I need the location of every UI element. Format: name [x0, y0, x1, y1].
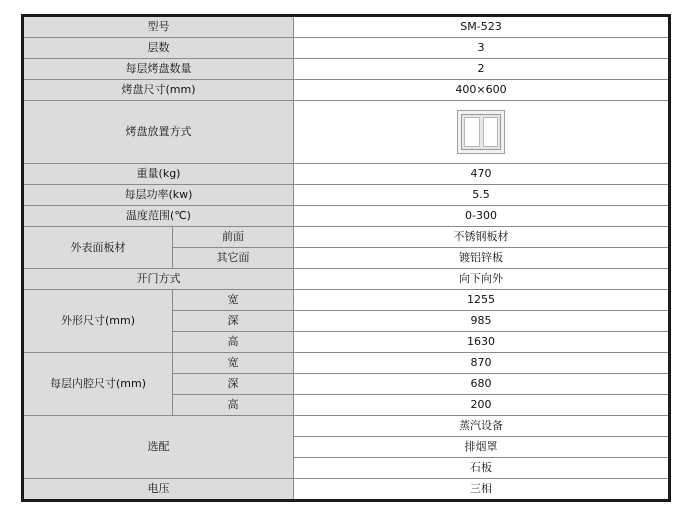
- row-layers: [23, 38, 670, 59]
- trays-per-layer-label: 每层烤盘数量: [23, 59, 294, 80]
- inner-depth-value: 680: [294, 374, 670, 395]
- layers-value: 3: [294, 38, 670, 59]
- power-value: 5.5: [294, 185, 670, 206]
- inner-width-value: 870: [294, 353, 670, 374]
- voltage-label: 电压: [23, 479, 294, 501]
- options-label: 选配: [23, 416, 294, 479]
- row-tray-size: [23, 80, 670, 101]
- door-opening-value: 向下向外: [294, 269, 670, 290]
- inner-height-value: 200: [294, 395, 670, 416]
- surface-other-value: 镀铝锌板: [294, 248, 670, 269]
- option-item: 排烟罩: [294, 437, 670, 458]
- outer-width-label: 宽: [173, 290, 294, 311]
- temp-range-label: 温度范围(℃): [23, 206, 294, 227]
- option-item: 蒸汽设备: [294, 416, 670, 437]
- row-door-opening: [23, 269, 670, 290]
- outer-height-label: 高: [173, 332, 294, 353]
- inner-dims-label: 每层内腔尺寸(mm): [23, 353, 173, 416]
- row-outer-width: [23, 290, 670, 311]
- row-temp-range: [23, 206, 670, 227]
- model-label: 型号: [23, 16, 294, 38]
- inner-width-label: 宽: [173, 353, 294, 374]
- row-trays-per-layer: [23, 59, 670, 80]
- tray-size-label: 烤盘尺寸(mm): [23, 80, 294, 101]
- outer-width-value: 1255: [294, 290, 670, 311]
- option-item: 石板: [294, 458, 670, 479]
- voltage-value: 三相: [294, 479, 670, 501]
- row-option-1: [23, 416, 670, 437]
- tray-layout-icon: [457, 110, 505, 154]
- outer-depth-value: 985: [294, 311, 670, 332]
- row-tray-placement: [23, 101, 670, 164]
- outer-dims-label: 外形尺寸(mm): [23, 290, 173, 353]
- power-label: 每层功率(kw): [23, 185, 294, 206]
- inner-height-label: 高: [173, 395, 294, 416]
- trays-per-layer-value: 2: [294, 59, 670, 80]
- outer-height-value: 1630: [294, 332, 670, 353]
- weight-label: 重量(kg): [23, 164, 294, 185]
- row-weight: [23, 164, 670, 185]
- tray-size-value: 400×600: [294, 80, 670, 101]
- row-surface-front: [23, 227, 670, 248]
- layers-label: 层数: [23, 38, 294, 59]
- surface-front-value: 不锈钢板材: [294, 227, 670, 248]
- spec-table: [21, 14, 671, 502]
- temp-range-value: 0-300: [294, 206, 670, 227]
- tray-placement-label: 烤盘放置方式: [23, 101, 294, 164]
- model-value: SM-523: [294, 16, 670, 38]
- row-power: [23, 185, 670, 206]
- surface-other-label: 其它面: [173, 248, 294, 269]
- outer-depth-label: 深: [173, 311, 294, 332]
- surface-material-label: 外表面板材: [23, 227, 173, 269]
- row-voltage: [23, 479, 670, 501]
- row-inner-width: [23, 353, 670, 374]
- tray-placement-cell: [294, 101, 670, 164]
- weight-value: 470: [294, 164, 670, 185]
- row-model: [23, 16, 670, 38]
- door-opening-label: 开门方式: [23, 269, 294, 290]
- inner-depth-label: 深: [173, 374, 294, 395]
- surface-front-label: 前面: [173, 227, 294, 248]
